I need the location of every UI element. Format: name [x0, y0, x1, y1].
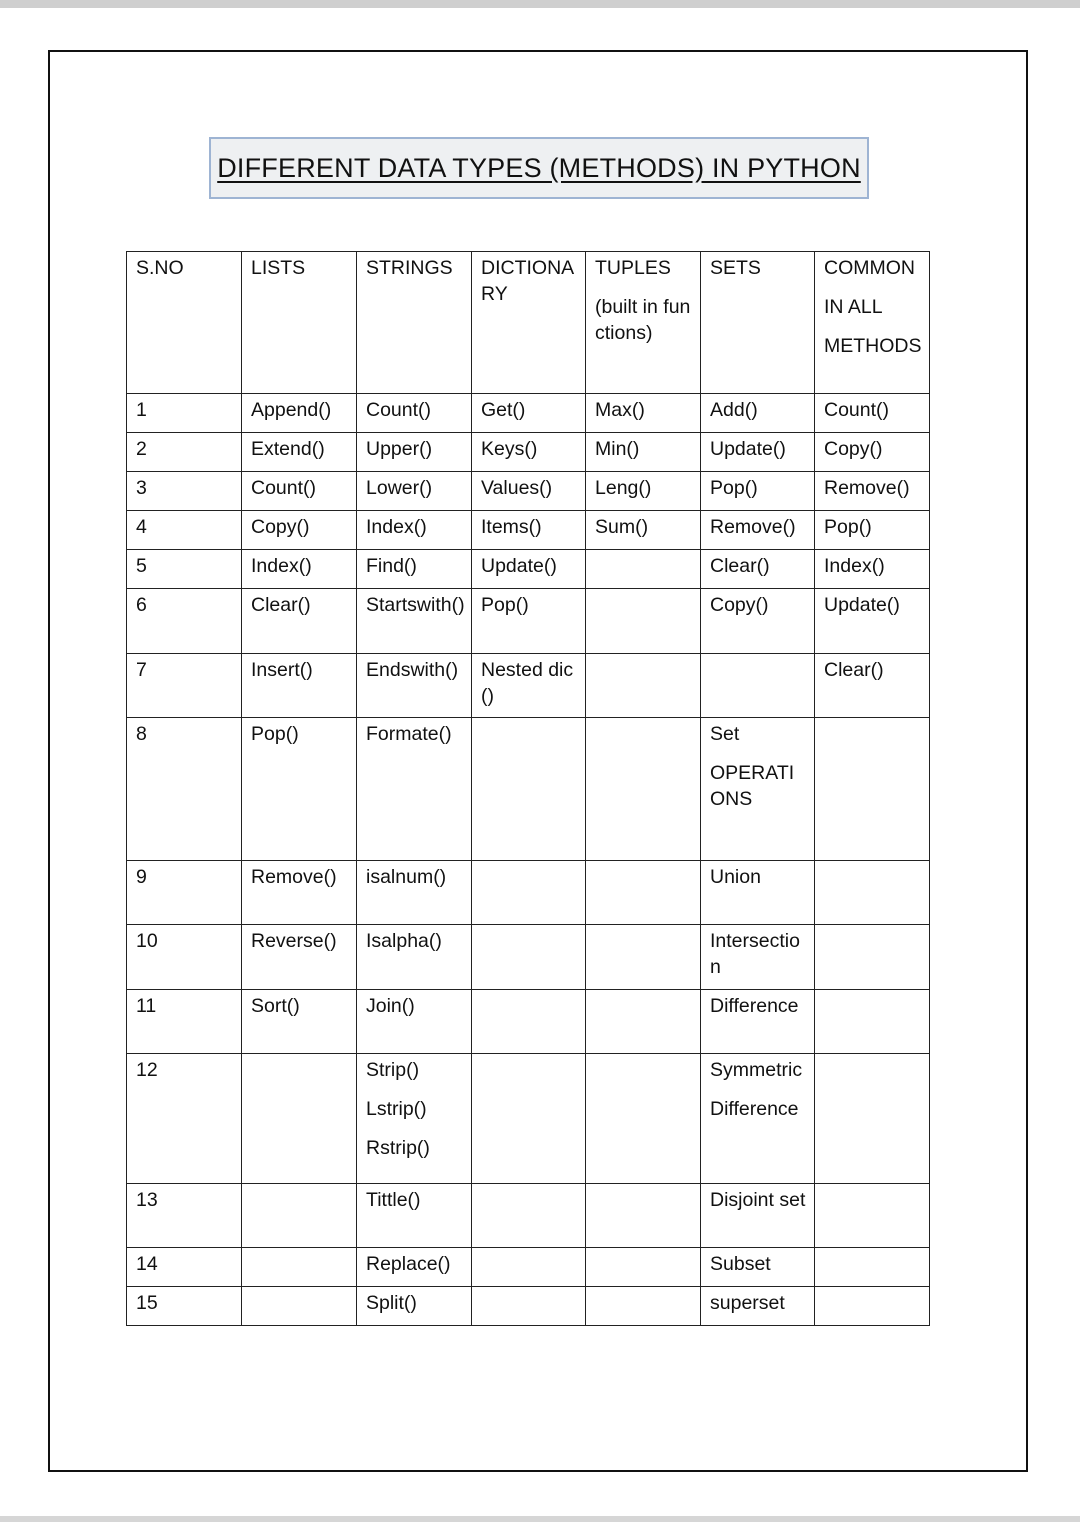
cell-text: Extend() — [251, 438, 325, 460]
cell-text: Index() — [366, 516, 427, 538]
cell-common — [815, 990, 930, 1054]
column-header-text: S.NO — [136, 257, 184, 279]
cell-lists — [242, 1287, 357, 1326]
cell-sno — [127, 1248, 242, 1287]
cell-strings — [357, 511, 472, 550]
title-box — [209, 137, 869, 199]
cell-text: Intersection — [710, 930, 800, 978]
column-header-text: TUPLES — [595, 257, 671, 279]
table-row — [127, 718, 930, 861]
cell-sets — [701, 394, 815, 433]
cell-sets — [701, 861, 815, 925]
cell-text: Clear() — [824, 659, 884, 681]
cell-sno — [127, 394, 242, 433]
cell-sets — [701, 550, 815, 589]
column-header-tuples — [586, 252, 701, 394]
cell-sno — [127, 1184, 242, 1248]
cell-text: 3 — [136, 477, 147, 499]
cell-strings — [357, 861, 472, 925]
cell-text: Sum() — [595, 516, 649, 538]
cell-dictionary — [472, 511, 586, 550]
table-row — [127, 1248, 930, 1287]
cell-dictionary — [472, 550, 586, 589]
cell-text: Count() — [251, 477, 317, 499]
cell-text: Isalpha() — [366, 930, 442, 952]
table-row — [127, 511, 930, 550]
cell-tuples — [586, 472, 701, 511]
cell-strings — [357, 990, 472, 1054]
cell-text: 13 — [136, 1189, 158, 1211]
cell-strings — [357, 1248, 472, 1287]
cell-text: 9 — [136, 866, 147, 888]
cell-strings — [357, 433, 472, 472]
cell-tuples — [586, 654, 701, 718]
cell-strings — [357, 472, 472, 511]
cell-common — [815, 511, 930, 550]
cell-dictionary — [472, 1184, 586, 1248]
cell-tuples — [586, 925, 701, 990]
cell-text: 10 — [136, 930, 158, 952]
table-row — [127, 472, 930, 511]
cell-lists — [242, 472, 357, 511]
cell-lists — [242, 654, 357, 718]
methods-table — [126, 251, 930, 1326]
cell-lists — [242, 990, 357, 1054]
cell-text: Add() — [710, 399, 758, 421]
cell-strings — [357, 654, 472, 718]
cell-sets — [701, 925, 815, 990]
cell-text: Copy() — [251, 516, 310, 538]
table-row — [127, 654, 930, 718]
cell-text: Pop() — [481, 594, 529, 616]
cell-sets — [701, 1248, 815, 1287]
cell-text: Count() — [366, 399, 432, 421]
cell-text: Keys() — [481, 438, 538, 460]
cell-common — [815, 472, 930, 511]
cell-strings — [357, 1287, 472, 1326]
cell-sets — [701, 433, 815, 472]
table-body — [127, 394, 930, 1326]
cell-sets — [701, 718, 815, 861]
cell-text: 11 — [136, 995, 157, 1017]
cell-text: Max() — [595, 399, 645, 421]
cell-dictionary — [472, 718, 586, 861]
cell-text: Disjoint set — [710, 1189, 806, 1211]
cell-text: Rstrip() — [366, 1137, 430, 1159]
cell-text: Update() — [481, 555, 557, 577]
cell-strings — [357, 718, 472, 861]
cell-strings — [357, 1054, 472, 1184]
cell-common — [815, 925, 930, 990]
cell-text: Union — [710, 866, 761, 888]
cell-text: Copy() — [710, 594, 769, 616]
table-row — [127, 1184, 930, 1248]
cell-lists — [242, 433, 357, 472]
cell-lists — [242, 550, 357, 589]
top-scrollbar-strip — [0, 0, 1080, 8]
column-header-lists — [242, 252, 357, 394]
cell-common — [815, 1184, 930, 1248]
cell-sets — [701, 1054, 815, 1184]
table-row — [127, 925, 930, 990]
cell-lists — [242, 925, 357, 990]
cell-text: 6 — [136, 594, 147, 616]
cell-strings — [357, 394, 472, 433]
cell-text: 1 — [136, 399, 147, 421]
cell-text: Update() — [824, 594, 900, 616]
cell-text: Upper() — [366, 438, 433, 460]
cell-text: Lower() — [366, 477, 433, 499]
column-header-text: LISTS — [251, 257, 306, 279]
cell-text: 14 — [136, 1253, 158, 1275]
cell-text: Items() — [481, 516, 542, 538]
cell-sno — [127, 718, 242, 861]
cell-tuples — [586, 718, 701, 861]
table-row — [127, 1054, 930, 1184]
cell-text: Difference — [710, 995, 799, 1017]
cell-sno — [127, 511, 242, 550]
cell-dictionary — [472, 861, 586, 925]
cell-text: 5 — [136, 555, 147, 577]
cell-sno — [127, 925, 242, 990]
cell-text: Strip() — [366, 1059, 420, 1081]
cell-tuples — [586, 861, 701, 925]
cell-tuples — [586, 511, 701, 550]
cell-text: Endswith() — [366, 659, 459, 681]
cell-text: 7 — [136, 659, 147, 681]
column-header-text: DICTIONARY — [481, 257, 575, 305]
cell-dictionary — [472, 1248, 586, 1287]
column-header-text: IN ALL — [824, 296, 883, 318]
cell-text: Copy() — [824, 438, 883, 460]
cell-sets — [701, 589, 815, 654]
column-header-text: (built in functions) — [595, 296, 691, 344]
cell-text: Replace() — [366, 1253, 451, 1275]
table-row — [127, 1287, 930, 1326]
cell-sno — [127, 550, 242, 589]
cell-sno — [127, 654, 242, 718]
cell-sets — [701, 654, 815, 718]
cell-dictionary — [472, 1287, 586, 1326]
table-row — [127, 394, 930, 433]
cell-text: Startswith() — [366, 594, 465, 616]
cell-text: Difference — [710, 1098, 799, 1120]
cell-common — [815, 718, 930, 861]
cell-text: superset — [710, 1292, 785, 1314]
cell-strings — [357, 1184, 472, 1248]
cell-text: Nested dic() — [481, 659, 574, 707]
cell-text: Sort() — [251, 995, 300, 1017]
cell-dictionary — [472, 589, 586, 654]
cell-sno — [127, 1287, 242, 1326]
cell-sno — [127, 472, 242, 511]
cell-lists — [242, 394, 357, 433]
cell-common — [815, 550, 930, 589]
column-header-sets — [701, 252, 815, 394]
cell-text: 12 — [136, 1059, 158, 1081]
cell-text: 15 — [136, 1292, 158, 1314]
cell-common — [815, 433, 930, 472]
page-title: DIFFERENT DATA TYPES (METHODS) IN PYTHON — [217, 152, 861, 183]
cell-tuples — [586, 1248, 701, 1287]
cell-common — [815, 1248, 930, 1287]
cell-text: Reverse() — [251, 930, 337, 952]
cell-dictionary — [472, 472, 586, 511]
cell-text: Pop() — [251, 723, 299, 745]
cell-tuples — [586, 433, 701, 472]
column-header-text: SETS — [710, 257, 761, 279]
cell-dictionary — [472, 1054, 586, 1184]
cell-sno — [127, 433, 242, 472]
table-row — [127, 433, 930, 472]
cell-common — [815, 394, 930, 433]
column-header-strings — [357, 252, 472, 394]
cell-text: isalnum() — [366, 866, 447, 888]
cell-lists — [242, 718, 357, 861]
cell-text: OPERATIONS — [710, 762, 795, 810]
cell-common — [815, 1287, 930, 1326]
cell-sets — [701, 1184, 815, 1248]
cell-sets — [701, 990, 815, 1054]
cell-text: 4 — [136, 516, 147, 538]
cell-text: Get() — [481, 399, 526, 421]
cell-lists — [242, 511, 357, 550]
cell-lists — [242, 589, 357, 654]
cell-lists — [242, 1054, 357, 1184]
cell-sets — [701, 1287, 815, 1326]
cell-text: 2 — [136, 438, 147, 460]
cell-text: Values() — [481, 477, 553, 499]
cell-text: Index() — [251, 555, 312, 577]
table-row — [127, 550, 930, 589]
cell-text: Clear() — [710, 555, 770, 577]
cell-tuples — [586, 990, 701, 1054]
cell-text: Count() — [824, 399, 890, 421]
cell-tuples — [586, 1184, 701, 1248]
cell-lists — [242, 1184, 357, 1248]
table-row — [127, 990, 930, 1054]
cell-text: Lstrip() — [366, 1098, 427, 1120]
cell-text: Remove() — [824, 477, 910, 499]
column-header-text: METHODS — [824, 335, 922, 357]
column-header-text: STRINGS — [366, 257, 453, 279]
cell-sno — [127, 861, 242, 925]
column-header-text: COMMON — [824, 257, 915, 279]
cell-sno — [127, 1054, 242, 1184]
cell-text: Tittle() — [366, 1189, 421, 1211]
cell-common — [815, 861, 930, 925]
cell-tuples — [586, 589, 701, 654]
cell-text: Index() — [824, 555, 885, 577]
cell-sets — [701, 511, 815, 550]
bottom-scrollbar-strip — [0, 1516, 1080, 1522]
table-header — [127, 252, 930, 394]
cell-sets — [701, 472, 815, 511]
cell-text: Symmetric — [710, 1059, 803, 1081]
cell-sno — [127, 589, 242, 654]
cell-dictionary — [472, 990, 586, 1054]
cell-strings — [357, 550, 472, 589]
cell-tuples — [586, 394, 701, 433]
cell-text: Remove() — [710, 516, 796, 538]
cell-dictionary — [472, 433, 586, 472]
cell-dictionary — [472, 394, 586, 433]
cell-common — [815, 654, 930, 718]
cell-lists — [242, 861, 357, 925]
cell-text: Set — [710, 723, 740, 745]
cell-text: Update() — [710, 438, 786, 460]
cell-text: 8 — [136, 723, 147, 745]
cell-text: Join() — [366, 995, 415, 1017]
cell-dictionary — [472, 654, 586, 718]
cell-text: Split() — [366, 1292, 417, 1314]
cell-text: Insert() — [251, 659, 313, 681]
column-header-dictionary — [472, 252, 586, 394]
cell-common — [815, 589, 930, 654]
cell-text: Leng() — [595, 477, 652, 499]
cell-tuples — [586, 550, 701, 589]
cell-tuples — [586, 1054, 701, 1184]
table-row — [127, 589, 930, 654]
cell-text: Remove() — [251, 866, 337, 888]
cell-sno — [127, 990, 242, 1054]
cell-tuples — [586, 1287, 701, 1326]
cell-text: Append() — [251, 399, 332, 421]
cell-text: Clear() — [251, 594, 311, 616]
table-header-row — [127, 252, 930, 394]
cell-strings — [357, 589, 472, 654]
cell-text: Subset — [710, 1253, 771, 1275]
cell-text: Min() — [595, 438, 640, 460]
column-header-common — [815, 252, 930, 394]
cell-text: Pop() — [710, 477, 758, 499]
cell-text: Find() — [366, 555, 417, 577]
cell-text: Pop() — [824, 516, 872, 538]
table-row — [127, 861, 930, 925]
cell-common — [815, 1054, 930, 1184]
cell-lists — [242, 1248, 357, 1287]
cell-dictionary — [472, 925, 586, 990]
cell-strings — [357, 925, 472, 990]
cell-text: Formate() — [366, 723, 452, 745]
column-header-sno — [127, 252, 242, 394]
